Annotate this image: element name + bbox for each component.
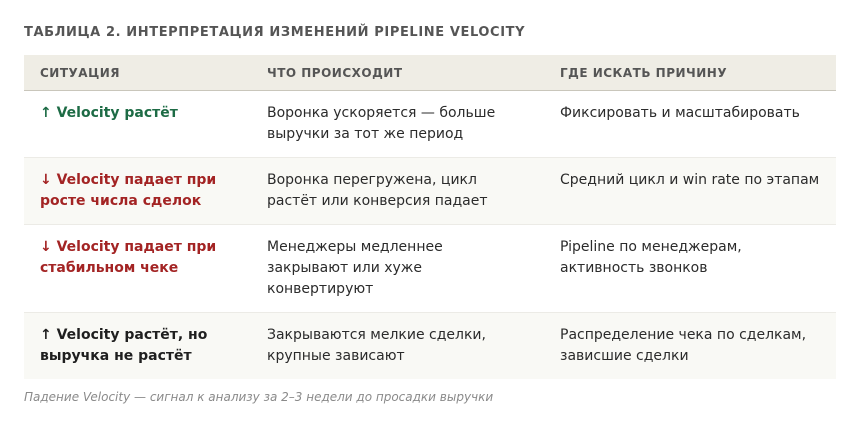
table-row (24, 158, 836, 225)
what-happens-cell: Закрываются мелкие сделки, крупные зависают (267, 327, 486, 364)
situation-cell: ↑ Velocity растёт, но выручка не растёт (40, 327, 208, 364)
table-row (24, 313, 836, 380)
what-happens-cell: Воронка ускоряется — больше выручки за тот же период (251, 91, 544, 158)
situation-cell: ↓ Velocity падает при росте числа сделок (24, 158, 251, 225)
velocity-table (24, 55, 836, 379)
situation-cell: ↑ Velocity растёт (24, 91, 251, 158)
table-row (24, 91, 836, 158)
table-caption: Падение Velocity — сигнал к анализу за 2–3 недели до просадки выручки (24, 390, 494, 404)
column-header-what-happens: ЧТО ПРОИСХОДИТ (251, 55, 544, 91)
table-row (24, 225, 836, 313)
column-header-situation: СИТУАЦИЯ (24, 55, 251, 91)
what-happens-cell: Менеджеры медленнее закрывают или хуже конвертируют (251, 225, 544, 313)
table-header-row (24, 55, 836, 91)
column-header-where-to-look: ГДЕ ИСКАТЬ ПРИЧИНУ (544, 55, 836, 91)
where-to-look-cell: Pipeline по менеджерам, активность звонков (544, 225, 836, 313)
where-to-look-cell: Фиксировать и масштабировать (544, 91, 836, 158)
table-title: ТАБЛИЦА 2. ИНТЕРПРЕТАЦИЯ ИЗМЕНЕНИЙ PIPELINE VELOCITY (24, 25, 526, 40)
where-to-look-cell: Средний цикл и win rate по этапам (544, 158, 836, 225)
what-happens-cell: Воронка перегружена, цикл растёт или конверсия падает (251, 158, 544, 225)
situation-cell: ↓ Velocity падает при стабильном чеке (24, 225, 251, 313)
where-to-look-cell: Распределение чека по сделкам, зависшие сделки (560, 327, 807, 364)
